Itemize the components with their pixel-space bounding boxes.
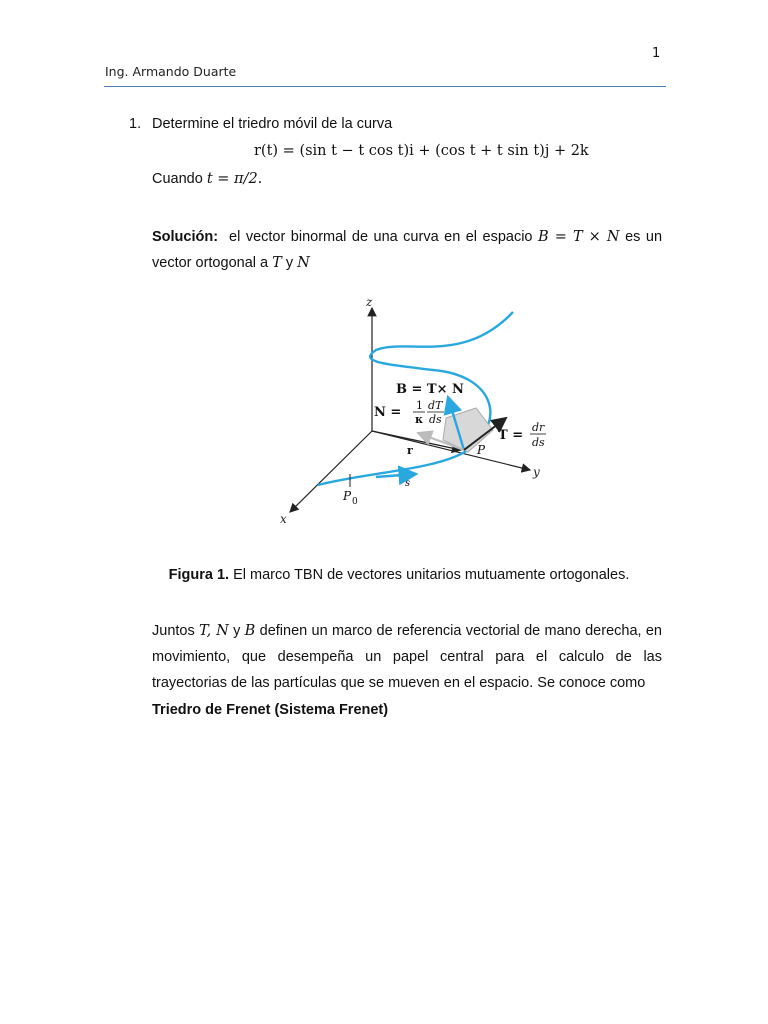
- solution-paragraph: [152, 224, 662, 276]
- p-label: P: [477, 443, 486, 457]
- and-word-2: y: [233, 623, 241, 639]
- b-symbol: B: [244, 623, 256, 639]
- paragraph-text: definen un marco de referencia vectorial de mano derecha, en movimiento, que desempeña un papel central para el calculo de las trayectorias de las partículas que se mueven en el espacio. Se conoce como: [152, 623, 662, 691]
- ds-label-n: ds: [429, 413, 442, 426]
- and-word: y: [285, 255, 294, 271]
- t-symbol: T: [272, 255, 282, 271]
- r-label: r: [407, 444, 413, 457]
- solution-text-2: es un vector ortogonal a: [152, 229, 663, 271]
- page-number: 1: [652, 46, 661, 61]
- n-symbol: N: [297, 255, 310, 271]
- tbn-frame-figure: [268, 290, 568, 530]
- s-label: s: [405, 478, 411, 489]
- p0-label: P: [343, 489, 352, 503]
- solution-label: Solución:: [152, 229, 219, 245]
- when-line: [152, 171, 262, 187]
- x-axis: [290, 431, 372, 512]
- t-label: T =: [498, 428, 524, 443]
- problem-statement: [129, 116, 392, 132]
- when-value: t = π/2.: [206, 171, 263, 187]
- n-denominator: κ: [415, 413, 424, 426]
- ds-label-t: ds: [532, 436, 545, 449]
- b-label: B = T× N: [396, 382, 464, 397]
- dT-label: dT: [428, 399, 443, 412]
- frenet-paragraph: [152, 618, 662, 696]
- z-axis-label: z: [366, 295, 373, 309]
- binormal-expr: B = T × N: [538, 229, 620, 245]
- dr-label: dr: [532, 421, 545, 434]
- x-axis-label: x: [280, 512, 287, 526]
- s-arrow: [376, 474, 416, 477]
- figure-caption: [0, 567, 768, 583]
- p0-subscript: 0: [352, 497, 358, 507]
- curve-formula: r(t) = (sin t − t cos t)i + (cos t + t sin t)j + 2k: [254, 143, 589, 159]
- n-numerator: 1: [416, 399, 423, 412]
- problem-number: 1.: [129, 116, 142, 132]
- problem-text: Determine el triedro móvil de la curva: [152, 116, 393, 132]
- y-axis-label: y: [533, 465, 540, 479]
- frenet-title: Triedro de Frenet (Sistema Frenet): [152, 702, 389, 718]
- header-rule: [104, 86, 666, 87]
- caption-label: Figura 1.: [168, 567, 230, 583]
- n-label: N =: [374, 405, 402, 420]
- solution-text-1: el vector binormal de una curva en el espacio: [229, 229, 533, 245]
- juntos-word: Juntos: [152, 623, 195, 639]
- tn-symbols: T, N: [199, 623, 229, 639]
- when-label: Cuando: [152, 171, 203, 187]
- caption-text: El marco TBN de vectores unitarios mutuamente ortogonales.: [233, 567, 630, 583]
- header-author: Ing. Armando Duarte: [105, 64, 237, 79]
